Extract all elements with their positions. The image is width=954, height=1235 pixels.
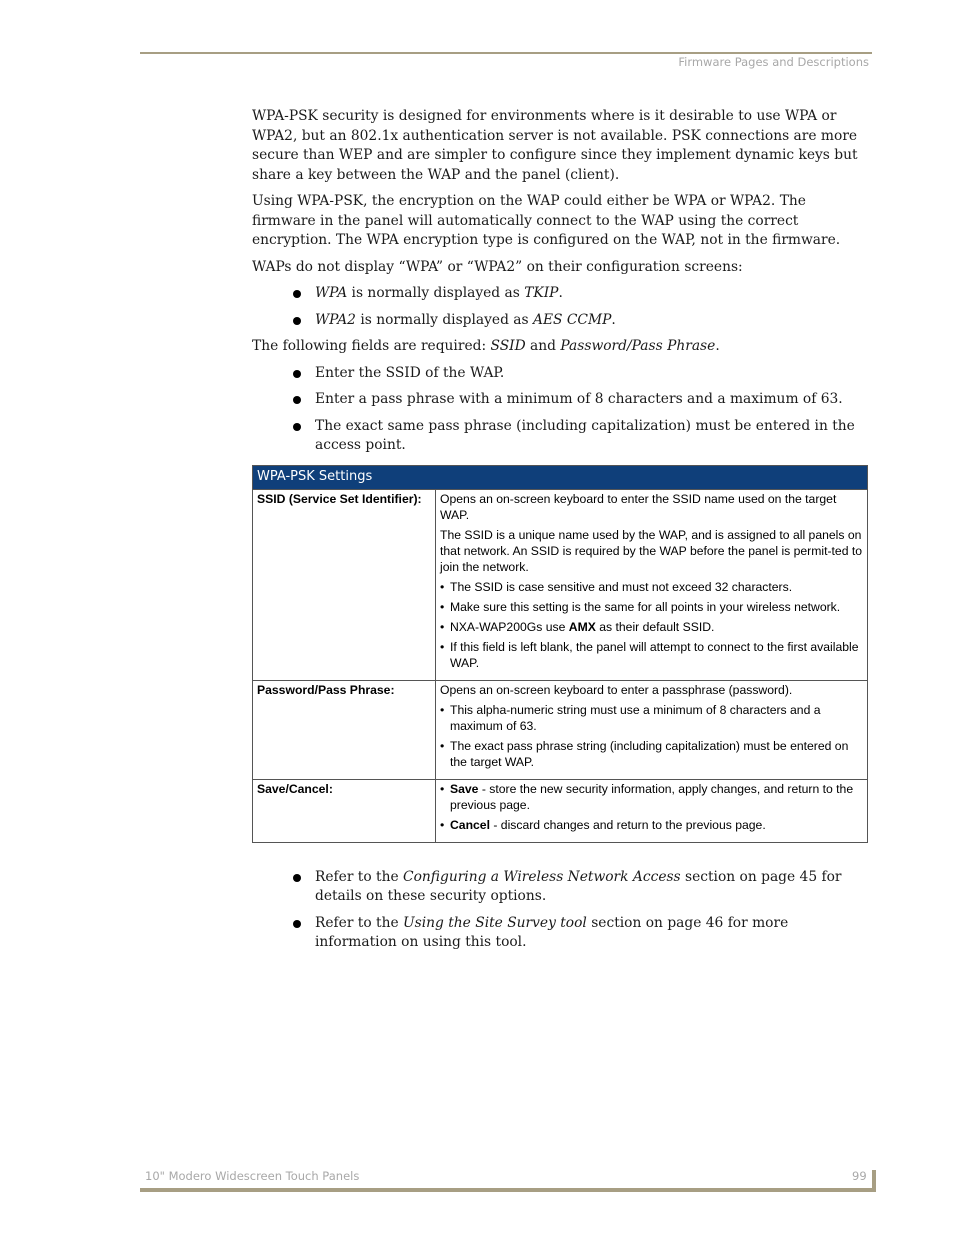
reference-link[interactable]: Using the Site Survey tool	[403, 914, 587, 931]
list-item: WPA is normally displayed as TKIP.	[252, 284, 870, 304]
wpa-psk-settings-table	[252, 465, 868, 843]
table-title: WPA-PSK Settings	[253, 465, 868, 489]
list-item: The exact same pass phrase (including capitalization) must be entered in the access point.	[252, 417, 870, 456]
intro-paragraph-3: WAPs do not display “WPA” or “WPA2” on their configuration screens:	[252, 258, 743, 275]
bullet-icon	[293, 423, 301, 431]
footer-tick	[872, 1170, 876, 1192]
ssid-label: SSID (Service Set Identifier):	[253, 489, 436, 680]
bullet-icon	[293, 874, 301, 882]
required-fields-list	[252, 364, 870, 456]
footer-rule	[140, 1188, 872, 1192]
password-label: Password/Pass Phrase:	[253, 680, 436, 779]
table-header-row	[253, 465, 868, 489]
list-item: WPA2 is normally displayed as AES CCMP.	[252, 311, 870, 331]
bullet-icon	[293, 396, 301, 404]
password-description: Opens an on-screen keyboard to enter a passphrase (password). • This alpha-numeric string must use a minimum of 8 characters and a maximum of 63. • The exact pass phrase string (including capitalization) must be entered on the target WAP.	[436, 680, 868, 779]
bullet-icon	[293, 290, 301, 298]
page-number: 99	[852, 1169, 867, 1183]
header-rule	[140, 52, 872, 54]
list-item: Enter the SSID of the WAP.	[252, 364, 870, 384]
intro-paragraph-2: Using WPA-PSK, the encryption on the WAP could either be WPA or WPA2. The firmware in the panel will automatically connect to the WAP using the correct encryption. The WPA encryption type is configured on the WAP, not in the firmware.	[252, 193, 841, 248]
list-item: Refer to the Using the Site Survey tool section on page 46 for more information on using this tool.	[252, 914, 870, 953]
table-row	[253, 489, 868, 680]
reference-list	[252, 868, 870, 953]
intro-paragraph-1: WPA-PSK security is designed for environments where is it desirable to use WPA or WPA2, but an 802.1x authentication server is not available. PSK connections are more secure than WEP and are simpler to configure since they implement dynamic keys but share a key between the WAP and the panel (client).	[252, 108, 858, 183]
display-type-list	[252, 284, 870, 330]
bullet-icon	[293, 920, 301, 928]
reference-link[interactable]: Configuring a Wireless Network Access	[403, 868, 681, 885]
bullet-icon	[293, 370, 301, 378]
footer-document-title: 10" Modero Widescreen Touch Panels	[145, 1169, 360, 1183]
list-item: Enter a pass phrase with a minimum of 8 characters and a maximum of 63.	[252, 390, 870, 410]
required-fields-paragraph: The following fields are required: SSID and Password/Pass Phrase.	[252, 338, 720, 354]
save-cancel-description: • Save - store the new security information, apply changes, and return to the previous page. • Cancel - discard changes and return to the previous page.	[436, 779, 868, 842]
table-row	[253, 779, 868, 842]
bullet-icon	[293, 317, 301, 325]
table-row	[253, 680, 868, 779]
ssid-description: Opens an on-screen keyboard to enter the SSID name used on the target WAP. The SSID is a unique name used by the WAP, and is assigned to all panels on that network. An SSID is required by the WAP before the panel is permit-ted to join the network. • The SSID is case sensitive and must not exceed 32 characters. • Make sure this setting is the same for all points in your wireless network. • NXA-WAP200Gs use AMX as their default SSID. • If this field is left blank, the panel will attempt to connect to the first available WAP.	[436, 489, 868, 680]
running-header: Firmware Pages and Descriptions	[678, 55, 869, 69]
save-cancel-label: Save/Cancel:	[253, 779, 436, 842]
page-content	[252, 107, 870, 960]
list-item: Refer to the Configuring a Wireless Network Access section on page 45 for details on these security options.	[252, 868, 870, 907]
